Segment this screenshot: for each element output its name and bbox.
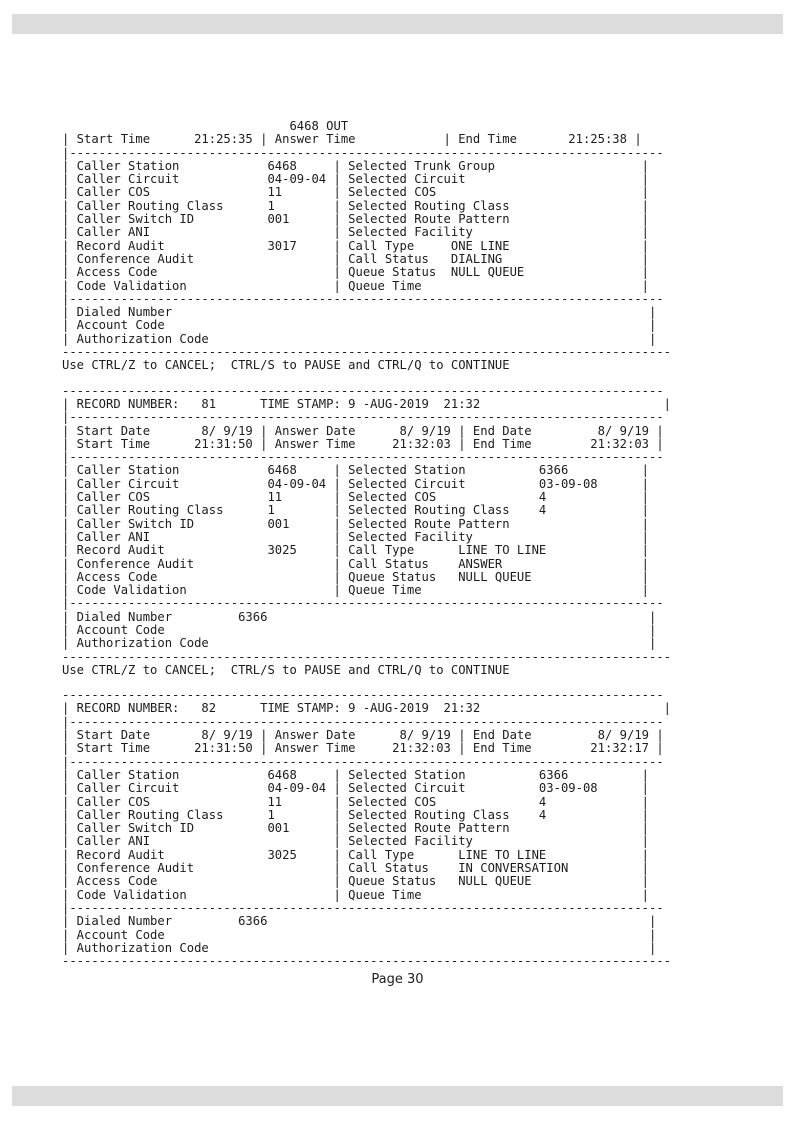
record-line: | Caller Circuit 04-09-04 | Selected Circuit | (62, 172, 649, 187)
record-line: | Code Validation | Queue Time | (62, 887, 649, 902)
record-line: | Access Code | Queue Status NULL QUEUE | (62, 265, 649, 280)
record-bottom-rule: ----------------------------------------------------------------------------------- (62, 649, 672, 664)
record-line: | Caller Routing Class 1 | Selected Routing Class 4 | (62, 503, 649, 518)
ctrl-instructions: Use CTRL/Z to CANCEL; CTRL/S to PAUSE and CTRL/Q to CONTINUE (62, 662, 510, 677)
record-date-line: | Start Date 8/ 9/19 | Answer Date 8/ 9/19 | End Date 8/ 9/19 | (62, 728, 664, 743)
call-record (62, 385, 702, 678)
scan-edge-bottom (12, 1086, 783, 1106)
record-top-line: | Start Time 21:25:35 | Answer Time | End Time 21:25:38 | (62, 132, 642, 147)
record-separator: |--------------------------------------------------------------------------------- (62, 754, 664, 769)
record-line: | Caller Switch ID 001 | Selected Route Pattern | (62, 516, 649, 531)
record-separator: |--------------------------------------------------------------------------------- (62, 596, 664, 611)
record-line: | Conference Audit | Call Status IN CONVERSATION | (62, 861, 649, 876)
record-line: | Authorization Code | (62, 331, 657, 346)
record-bottom-rule: ----------------------------------------------------------------------------------- (62, 954, 672, 969)
record-separator: |--------------------------------------------------------------------------------- (62, 714, 664, 729)
record-line: | Account Code | (62, 622, 657, 637)
record-date-line: | Start Date 8/ 9/19 | Answer Date 8/ 9/19 | End Date 8/ 9/19 | (62, 423, 664, 438)
record-line: | Dialed Number | (62, 305, 657, 320)
record-line: | Conference Audit | Call Status DIALING | (62, 251, 649, 266)
record-line: | Caller Station 6468 | Selected Trunk Group | (62, 158, 649, 173)
record-bottom-rule: ----------------------------------------------------------------------------------- (62, 345, 672, 360)
record-separator: |--------------------------------------------------------------------------------- (62, 450, 664, 465)
record-line: | Caller Routing Class 1 | Selected Routing Class 4 | (62, 807, 649, 822)
record-line: | Dialed Number 6366 | (62, 609, 657, 624)
record-line: | Authorization Code | (62, 636, 657, 651)
record-line: | Code Validation | Queue Time | (62, 278, 649, 293)
record-line: | Record Audit 3025 | Call Type LINE TO LINE | (62, 543, 649, 558)
record-line: | Caller Switch ID 001 | Selected Route Pattern | (62, 821, 649, 836)
record-line: | Access Code | Queue Status NULL QUEUE | (62, 874, 649, 889)
scan-edge-top (12, 14, 783, 34)
record-line: | Caller ANI | Selected Facility | (62, 834, 649, 849)
call-record-printout (62, 120, 702, 968)
record-header-title: 6468 OUT (62, 119, 349, 133)
record-line: | Conference Audit | Call Status ANSWER | (62, 556, 649, 571)
record-line: | Caller COS 11 | Selected COS | (62, 185, 649, 200)
record-line: | Caller Station 6468 | Selected Station 6366 | (62, 463, 649, 478)
record-number-line: | RECORD NUMBER: 81 TIME STAMP: 9 -AUG-2019 21:32 | (62, 396, 672, 411)
page-number: Page 30 (371, 972, 424, 987)
record-separator: |--------------------------------------------------------------------------------- (62, 145, 664, 160)
record-line: | Record Audit 3017 | Call Type ONE LINE | (62, 238, 649, 253)
record-line: | Caller Circuit 04-09-04 | Selected Circuit 03-09-08 | (62, 476, 649, 491)
record-separator: |--------------------------------------------------------------------------------- (62, 410, 664, 425)
record-top-rule: ---------------------------------------------------------------------------------- (62, 688, 664, 703)
ctrl-instructions: Use CTRL/Z to CANCEL; CTRL/S to PAUSE and CTRL/Q to CONTINUE (62, 358, 510, 373)
record-line: | Caller COS 11 | Selected COS 4 | (62, 490, 649, 505)
record-number-line: | RECORD NUMBER: 82 TIME STAMP: 9 -AUG-2019 21:32 | (62, 701, 672, 716)
call-record (62, 133, 702, 372)
record-separator: |--------------------------------------------------------------------------------- (62, 900, 664, 915)
record-line: | Dialed Number 6366 | (62, 914, 657, 929)
record-line: | Caller COS 11 | Selected COS 4 | (62, 794, 649, 809)
record-line: | Access Code | Queue Status NULL QUEUE | (62, 569, 649, 584)
record-line: | Record Audit 3025 | Call Type LINE TO LINE | (62, 847, 649, 862)
record-line: | Account Code | (62, 927, 657, 942)
record-line: | Code Validation | Queue Time | (62, 583, 649, 598)
record-line: | Caller Switch ID 001 | Selected Route Pattern | (62, 212, 649, 227)
record-line: | Caller ANI | Selected Facility | (62, 225, 649, 240)
record-line: | Authorization Code | (62, 940, 657, 955)
record-line: | Caller ANI | Selected Facility | (62, 529, 649, 544)
record-time-line: | Start Time 21:31:50 | Answer Time 21:32:03 | End Time 21:32:03 | (62, 436, 664, 451)
record-line: | Caller Circuit 04-09-04 | Selected Circuit 03-09-08 | (62, 781, 649, 796)
call-record (62, 689, 702, 968)
record-line: | Caller Routing Class 1 | Selected Routing Class | (62, 198, 649, 213)
record-top-rule: ---------------------------------------------------------------------------------- (62, 383, 664, 398)
record-line: | Caller Station 6468 | Selected Station 6366 | (62, 767, 649, 782)
record-line: | Account Code | (62, 318, 657, 333)
record-time-line: | Start Time 21:31:50 | Answer Time 21:32:03 | End Time 21:32:17 | (62, 741, 664, 756)
record-separator: |--------------------------------------------------------------------------------- (62, 291, 664, 306)
